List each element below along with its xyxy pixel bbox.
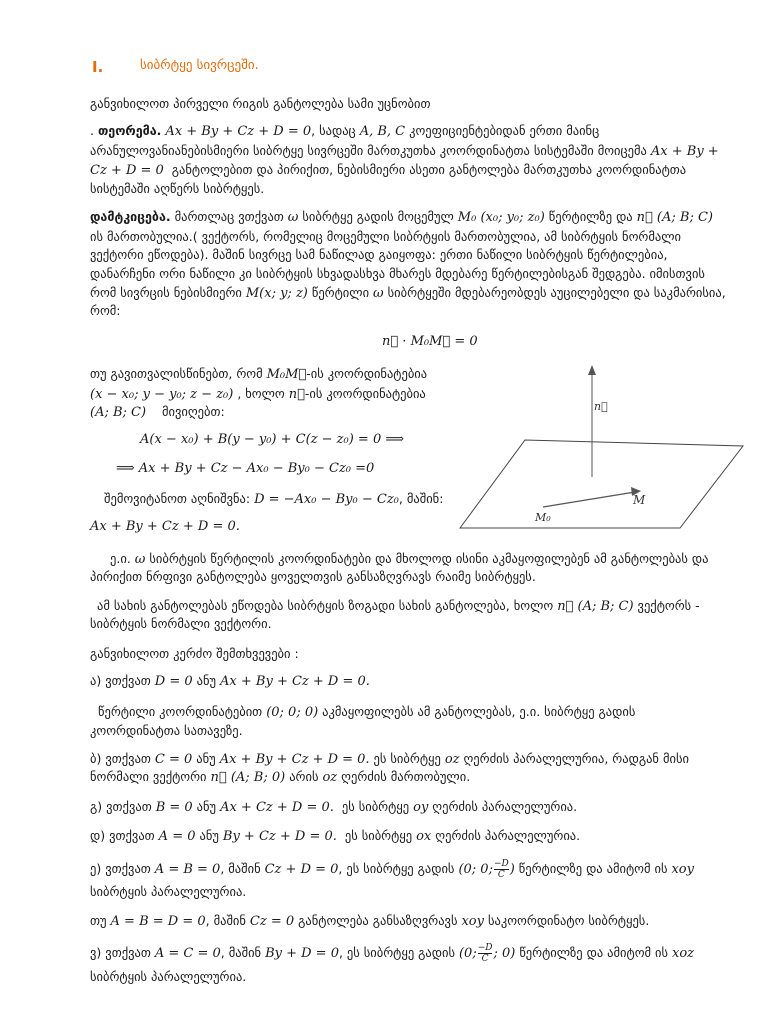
point-m0: M₀ (x₀; y₀; z₀) (457, 210, 545, 225)
case-text: ვთქვათ (105, 861, 151, 876)
point-m0-label: M₀ (535, 511, 551, 524)
derivation-equation-1: A(x − x₀) + B(y − y₀) + C(z − z₀) = 0 ⟹ (140, 432, 404, 447)
case-label: გ) (90, 799, 103, 814)
case-text: , ეს სიბრტყე გადის (338, 861, 455, 876)
proof-text: წერტილზე და (548, 209, 633, 224)
coords-text: -ის კოორდინატებია (306, 366, 428, 381)
theorem-equation: Ax + By + Cz + D = 0 (165, 124, 312, 139)
case-text: ღერძის პარალელურია, რადგან მისი (463, 751, 689, 766)
proof-text: სიბრტყე გადის მოცემულ (302, 209, 454, 224)
case-d-line (90, 826, 580, 847)
proof-line-1 (90, 207, 713, 228)
point-part: ; 0) (493, 946, 516, 961)
omega-symbol: ω (134, 552, 146, 567)
case-text: თუ (90, 913, 107, 928)
fraction-denominator: C (497, 870, 505, 880)
conclusion-text: ე.ი. (110, 551, 131, 566)
fraction (478, 943, 493, 964)
proof-line-2: ის მართობულია.( ვექტორს, რომელიც მოცემული სიბრტყის მართობულია, ამ სიბრტყის ნორმალი (90, 229, 682, 244)
coords-line-3 (90, 402, 225, 423)
case-text: ანუ (199, 828, 219, 843)
case-text: ანუ (196, 751, 216, 766)
coords-text: , მაშინ: (398, 491, 444, 506)
case-condition: A = C = 0 (154, 946, 221, 961)
proof-line-4: დანარჩენი ორი ნაწილი კი სიბრტყის სხვადასხვა მხარეს მდებარე წერტილებისგან შედგება. იმისთვის (90, 266, 705, 281)
notation-line (104, 489, 443, 510)
normal-vector: n⃗ (288, 387, 305, 402)
theorem-equation-part: Cz + D = 0 (90, 163, 164, 178)
theorem-label: თეორემა. (97, 123, 162, 138)
point-part: (0; (458, 946, 477, 961)
case-label: ვ) (90, 945, 102, 960)
case-text: ვთქვათ (105, 945, 151, 960)
general-text: ამ სახის განტოლებას ეწოდება სიბრტყის ზოგადი სახის განტოლება, ხოლო (97, 598, 554, 613)
case-text: ღერძის პარალელურია. (435, 828, 581, 843)
theorem-equation-part: Ax + By + (650, 144, 719, 159)
general-equation-result: Ax + By + Cz + D = 0. (90, 519, 240, 534)
case-g-line (90, 797, 577, 818)
axis-name: ox (416, 829, 432, 844)
case-e-line-1 (90, 859, 694, 880)
case-equation: By + Cz + D = 0. (222, 829, 337, 844)
normal-vector: n⃗ (A; B; 0) (210, 770, 286, 785)
proof-line-5 (90, 283, 726, 304)
case-label: ა) (90, 673, 102, 688)
case-equation: Ax + Cz + D = 0. (220, 800, 334, 815)
general-text: ვექტორს - (637, 598, 700, 613)
point-part: ) (509, 862, 515, 877)
case-text: წერტილზე და ამიტომ ის (519, 945, 669, 960)
dot-product-equation: n⃗ · M₀M⃗ = 0 (382, 334, 478, 349)
conclusion-text: სიბრტყის წერტილის კოორდინატები და მხოლოდ ისინი აკმაყოფილებენ ამ განტოლებას და (149, 551, 709, 566)
case-text: ანუ (196, 799, 217, 814)
case-text: ვთქვათ (109, 828, 155, 843)
coords-line-1 (90, 364, 427, 385)
case-condition: D = 0 (154, 674, 193, 689)
theorem-coeffs: A, B, C (359, 124, 406, 139)
general-form-line-2: სიბრტყის ნორმალი ვექტორი. (90, 616, 272, 631)
case-text: ღერძის პარალელურია. (432, 799, 578, 814)
coords-text: მივიღებთ: (161, 404, 225, 419)
point-m: M(x; y; z) (245, 286, 308, 301)
case-v-line-2: სიბრტყის პარალელურია. (90, 969, 247, 984)
case-v-line-1 (90, 943, 694, 964)
normal-vector: n⃗ (A; B; C) (636, 210, 713, 225)
case-a-desc-line-1 (98, 702, 635, 723)
proof-text: წერტილი (311, 285, 370, 300)
conclusion-line-2: პირიქით ნრფივი განტოლება ყოველთვის განსაზღვრავს რაიმე სიბრტყეს. (90, 569, 536, 584)
notation-expression: D = −Ax₀ − By₀ − Cz₀ (254, 492, 399, 507)
case-text: , მაშინ (220, 945, 262, 960)
theorem-text: , სადაც (311, 123, 356, 138)
coords-text: -ის კოორდინატებია (304, 386, 426, 401)
normal-vector-arrowhead (588, 365, 596, 375)
proof-line-3: ვექტორი ეწოდება). მაშინ სივრცე სამ ნაწილად გაიყოფა: ერთი ნაწილი სიბრტყის წერტილებია, (90, 247, 668, 262)
m0m-vector-line (543, 492, 635, 507)
plane-name: xoy (671, 862, 694, 877)
section-number: I. (92, 58, 104, 76)
fraction (494, 859, 509, 880)
point-with-fraction (458, 943, 516, 964)
case-condition: C = 0 (154, 752, 193, 767)
plane-name: xoz (672, 946, 695, 961)
case-text: , მაშინ (220, 861, 261, 876)
case-b-line-2 (90, 767, 470, 788)
proof-text: რომ სივრცის ნებისმიერი (90, 285, 242, 300)
case-label: ბ) (90, 751, 102, 766)
plane-parallelogram (460, 440, 743, 528)
case-text: ვთქვათ (105, 673, 151, 688)
case-text: არის (289, 769, 319, 784)
fraction-numerator: −D (493, 859, 509, 869)
coords-expression: (x − x₀; y − y₀; z − z₀) (90, 387, 234, 402)
theorem-lead: . (90, 123, 98, 138)
case-e-line-2: სიბრტყის პარალელურია. (90, 884, 247, 899)
proof-line-6: რომ: (90, 303, 121, 318)
case-text: წერტილზე და ამიტომ ის (518, 861, 668, 876)
plane-figure (455, 360, 745, 535)
case-text: , მაშინ (205, 913, 246, 928)
axis-name: oy (413, 800, 429, 815)
theorem-line-1 (90, 121, 599, 142)
case-condition: A = 0 (158, 829, 196, 844)
theorem-text: არანულოვანიანებისმიერი სიბრტყე სივრცეში მართკუთხა კოორდინატთა სისტემაში მოიცემა (90, 143, 647, 158)
derivation-equation-2: ⟹ Ax + By + Cz − Ax₀ − By₀ − Cz₀ =0 (116, 461, 375, 476)
case-equation: Cz = 0 (249, 914, 295, 929)
coords-text: შემოვიტანოთ აღნიშვნა: (104, 491, 251, 506)
theorem-text: განტოლებით და პირიქით, ნებისმიერი ასეთი განტოლება მართკუთხა კოორდინატთა (171, 162, 687, 177)
case-a-desc-line-2: კოორდინატთა სათავეზე. (90, 723, 243, 738)
case-equation: By + D = 0 (265, 946, 339, 961)
case-text: წერტილი კოორდინატებით (98, 704, 263, 719)
origin-point: (0; 0; 0) (266, 705, 319, 720)
point-with-fraction (458, 859, 515, 880)
case-text: ნორმალი ვექტორი (90, 769, 207, 784)
case-text: ეს სიბრტყე (341, 799, 410, 814)
normal-vector: n⃗ (A; B; C) (557, 599, 634, 614)
case-abd-line (90, 911, 649, 932)
coords-expression: (A; B; C) (90, 405, 147, 420)
axis-name: oz (322, 770, 338, 785)
case-text: განტოლება განსაზღვრავს (298, 913, 458, 928)
theorem-text: კოეფიციენტებიდან ერთი მაინც (409, 123, 600, 138)
case-text: აკმაყოფილებს ამ განტოლებას, ე.ი. სიბრტყე გადის (322, 704, 636, 719)
case-equation: Ax + By + Cz + D = 0. (219, 752, 370, 767)
case-equation: Ax + By + Cz + D = 0. (220, 674, 370, 689)
proof-label: დამტკიცება. (90, 209, 171, 224)
case-text: ვთქვათ (105, 751, 151, 766)
normal-vector-label: n⃗ (594, 400, 608, 413)
vector-m0m: M₀M⃗ (266, 367, 307, 382)
proof-text: მართლაც ვთქვათ (174, 209, 284, 224)
case-a-line (90, 671, 370, 692)
case-text: , ეს სიბრტყე გადის (338, 945, 455, 960)
coords-text: თუ გავითვალისწინებთ, რომ (90, 366, 263, 381)
section-title: სიბრტყე სივრცეში. (140, 58, 259, 73)
fraction-numerator: −D (477, 943, 493, 953)
theorem-line-2 (90, 141, 719, 162)
omega-symbol: ω (287, 210, 299, 225)
intro-paragraph: განვიხილოთ პირველი რიგის განტოლება სამი უცნობით (90, 96, 431, 111)
theorem-line-4: სისტემაში აღწერს სიბრტყეს. (90, 181, 265, 196)
case-condition: B = 0 (155, 800, 193, 815)
case-label: დ) (90, 828, 106, 843)
point-part: (0; 0; (458, 862, 493, 877)
plane-diagram (455, 360, 745, 535)
case-text: ანუ (196, 673, 217, 688)
case-text: ღერძის მართობული. (341, 769, 471, 784)
axis-name: oz (444, 752, 460, 767)
case-condition: A = B = D = 0 (110, 914, 206, 929)
omega-symbol: ω (373, 286, 384, 301)
point-m-label: M (633, 493, 646, 507)
case-equation: Cz + D = 0 (264, 862, 339, 877)
fraction-denominator: C (481, 954, 489, 964)
case-condition: A = B = 0 (154, 862, 221, 877)
proof-text: სიბრტყეში მდებარეობდეს აუცილებელი და საკმარისია, (387, 285, 726, 300)
case-label: ე) (90, 861, 102, 876)
case-text: საკოორდინატო სიბრტყეს. (487, 913, 650, 928)
plane-name: xoy (461, 914, 484, 929)
cases-intro: განვიხილოთ კერძო შემთხვევები : (90, 646, 299, 661)
theorem-line-3 (90, 160, 686, 181)
case-text: ეს სიბრტყე (344, 828, 413, 843)
coords-text: , ხოლო (237, 386, 285, 401)
case-text: ეს სიბრტყე (373, 751, 441, 766)
case-text: ვთქვათ (106, 799, 152, 814)
